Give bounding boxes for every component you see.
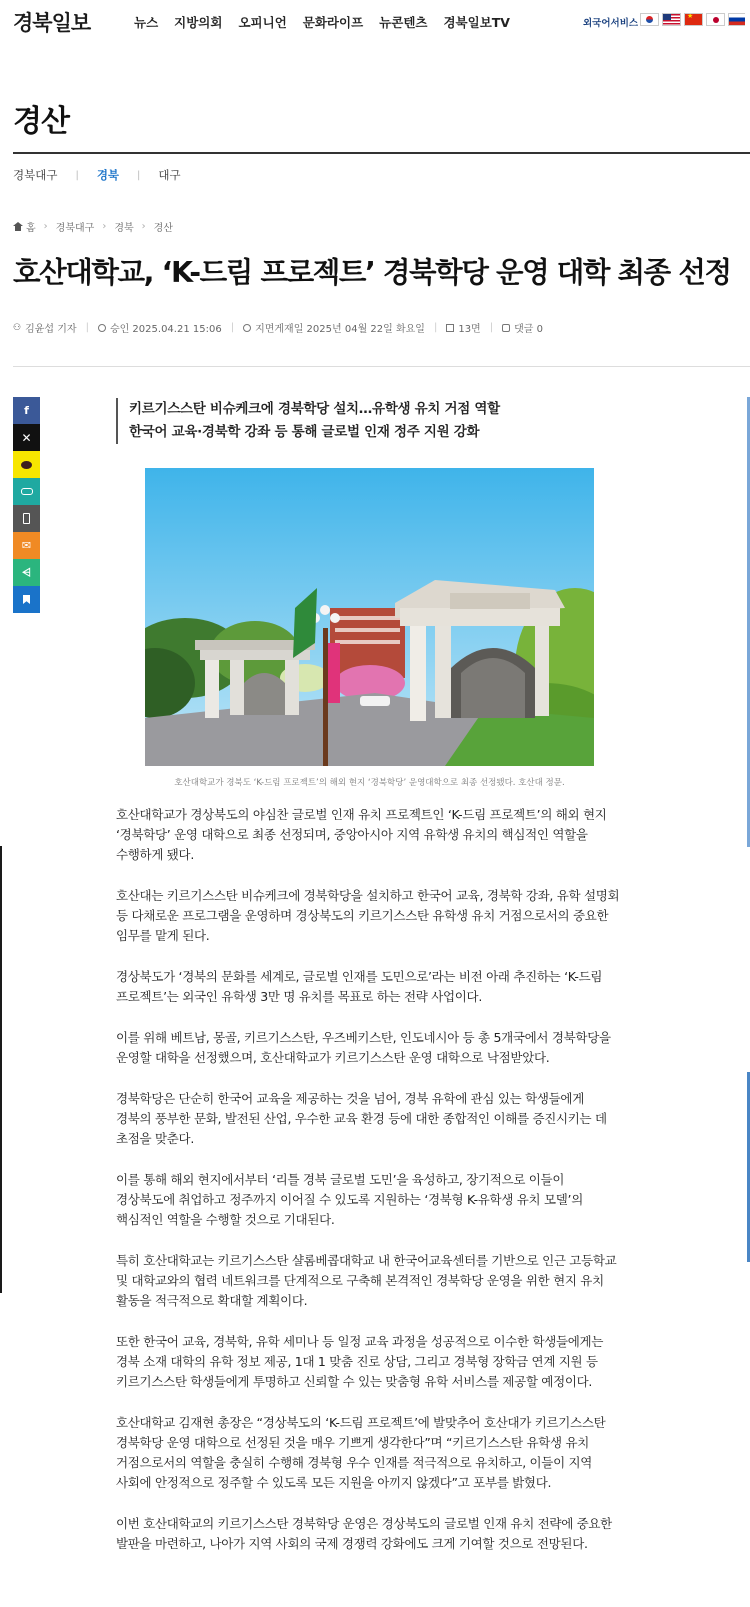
article-photo[interactable] [145, 468, 594, 766]
main-nav [134, 13, 510, 31]
x-share-button[interactable] [13, 424, 40, 451]
article-paragraph: 호산대는 키르기스스탄 비슈케크에 경북학당을 설치하고 한국어 교육, 경북학 강좌, 유학 설명회 등 다채로운 프로그램을 운영하며 경상북도의 키르기스스탄 유학생 유치 거점으로서의 중요한 임무를 맡게 된다. [116, 888, 620, 943]
japan-flag-icon[interactable] [706, 13, 725, 26]
breadcrumb-item[interactable]: 경산 [153, 223, 173, 234]
breadcrumb-home[interactable] [13, 219, 36, 234]
site-logo[interactable]: 경북일보 [13, 11, 91, 35]
approved-time: 승인 2025.04.21 15:06 [109, 324, 222, 335]
breadcrumb-home-label: 홈 [26, 223, 36, 234]
article-paragraph: 호산대학교 김재현 총장은 “경상북도의 ‘K-드림 프로젝트’에 발맞추어 호산대가 키르기스스탄 경북학당 운영 대학으로 선정된 것을 매우 기쁘게 생각한다”며 “키르기스스탄 유학생 유치 거점으로서의 역할을 충실히 수행해 경북형 우수 인재를 적극적으로 유치하고, 이들이 지역 사회에 안정적으로 정주할 수 있도록 모든 지원을 아끼지 않겠다”고 포부를 밝혔다. [116, 1415, 606, 1490]
site-header [0, 0, 750, 44]
article-paragraph: 이를 통해 해외 현지에서부터 ‘리틀 경북 글로벌 도민’을 육성하고, 장기적으로 이들이 경상북도에 취업하고 정주까지 이어질 수 있도록 지원하는 ‘경북형 K-유학생 유치 모델’의 핵심적인 역할을 수행할 것으로 기대된다. [116, 1172, 584, 1227]
meta-comments[interactable] [502, 320, 543, 335]
nav-item-opinion[interactable]: 오피니언 [238, 15, 287, 30]
nav-item-new-contents[interactable]: 뉴콘텐츠 [379, 15, 428, 30]
breadcrumb-item[interactable]: 경북 [114, 223, 134, 234]
meta-reporter[interactable] [13, 320, 77, 335]
article-headline: 호산대학교, ‘K-드림 프로젝트’ 경북학당 운영 대학 최종 선정 [13, 256, 731, 289]
korea-flag-icon[interactable] [640, 13, 659, 26]
nav-item-council[interactable]: 지방의회 [174, 15, 223, 30]
speech-bubble-icon [21, 461, 32, 469]
photo-caption: 호산대학교가 경북도 ‘K-드림 프로젝트’의 해외 현지 ‘경북학당’ 운영대학으로 최종 선정됐다. 호산대 정문. [174, 778, 565, 788]
print-date: 지면게재일 2025년 04월 22일 화요일 [255, 324, 425, 335]
newspaper-icon [446, 324, 454, 332]
article-paragraph: 경북학당은 단순히 한국어 교육을 제공하는 것을 넘어, 경북 유학에 관심 있는 학생들에게 경북의 풍부한 문화, 발전된 산업, 우수한 교육 환경 등에 대한 종합적인 이해를 증진시키는 데 초점을 맞춘다. [116, 1091, 607, 1146]
copy-link-button[interactable] [13, 478, 40, 505]
article-paragraph: 호산대학교가 경상북도의 야심찬 글로벌 인재 유치 프로젝트인 ‘K-드림 프로젝트’의 해외 현지 ‘경북학당’ 운영 대학으로 최종 선정되며, 중앙아시아 지역 유학생 유치의 핵심적인 역할을 수행하게 됐다. [116, 807, 607, 862]
section-subnav [13, 167, 181, 183]
subnav-item-gyeongbuk[interactable]: 경북 [96, 168, 120, 182]
home-icon [13, 222, 23, 231]
meta-divider [13, 366, 750, 367]
subnav-item-daegu[interactable]: 대구 [158, 168, 181, 182]
reporter-name: 김윤섭 기자 [25, 324, 77, 335]
left-ad-banner[interactable] [0, 846, 2, 1293]
kakaotalk-share-button[interactable] [13, 451, 40, 478]
facebook-icon: f [24, 404, 29, 417]
subnav-separator: | [137, 169, 141, 181]
subhead-line: 키르기스스탄 비슈케크에 경북학당 설치…유학생 유치 거점 역할 [129, 401, 500, 417]
person-icon: ⚇ [13, 322, 22, 333]
x-icon: ✕ [21, 430, 32, 445]
nav-item-tv[interactable]: 경북일보TV [443, 15, 510, 30]
link-icon [21, 488, 33, 495]
nav-item-news[interactable]: 뉴스 [134, 15, 159, 30]
comment-count: 댓글 0 [514, 324, 543, 335]
subnav-separator: | [75, 169, 79, 181]
china-flag-icon[interactable] [684, 13, 703, 26]
nav-item-culture[interactable]: 문화라이프 [302, 15, 364, 30]
section-title: 경산 [13, 104, 69, 139]
breadcrumb-item[interactable]: 경북대구 [55, 223, 95, 234]
article-paragraph: 특히 호산대학교는 키르기스스탄 샬롬베콥대학교 내 한국어교육센터를 기반으로 인근 고등학교 및 대학교와의 협력 네트워크를 단계적으로 구축해 본격적인 경북학당 운영을 위한 현지 유치 활동을 적극적으로 확대할 계획이다. [116, 1253, 617, 1308]
foreign-language-service[interactable]: 외국어서비스 [583, 18, 639, 29]
email-share-button[interactable] [13, 532, 40, 559]
language-flags [640, 13, 745, 26]
bookmark-icon [23, 595, 30, 604]
share-icon: ⩤ [22, 565, 31, 579]
phone-icon [23, 513, 30, 524]
usa-flag-icon[interactable] [662, 13, 681, 26]
article-paragraph: 이를 위해 베트남, 몽골, 키르기스스탄, 우즈베키스탄, 인도네시아 등 총 5개국에서 경북학당을 운영할 대학을 선정했으며, 호산대학교가 키르기스스탄 운영 대학으로 낙점받았다. [116, 1030, 611, 1065]
clock-icon [243, 324, 251, 332]
section-divider [13, 152, 750, 154]
page-number: 13면 [458, 324, 481, 335]
share-button[interactable] [13, 559, 40, 586]
chevron-right-icon: › [102, 221, 107, 232]
meta-page [446, 320, 480, 335]
share-sidebar [13, 397, 40, 613]
article-subheads [116, 398, 500, 444]
article-body [116, 805, 620, 1575]
meta-approved [98, 320, 222, 335]
envelope-icon: ✉ [21, 539, 32, 552]
comment-icon [502, 324, 510, 332]
facebook-share-button[interactable] [13, 397, 40, 424]
article-paragraph: 경상북도가 ‘경북의 문화를 세계로, 글로벌 인재를 도민으로’라는 비전 아래 추진하는 ‘K-드림 프로젝트’는 외국인 유학생 3만 명 유치를 목표로 하는 전략 사업이다. [116, 969, 603, 1004]
subnav-item-gyeongbuk-daegu[interactable]: 경북대구 [13, 168, 58, 182]
bookmark-button[interactable] [13, 586, 40, 613]
chevron-right-icon: › [43, 221, 48, 232]
chevron-right-icon: › [141, 221, 146, 232]
article-paragraph: 또한 한국어 교육, 경북학, 유학 세미나 등 일정 교육 과정을 성공적으로 이수한 학생들에게는 경북 소재 대학의 유학 정보 제공, 1대 1 맞춤 진로 상담, 그리고 경북형 장학금 연계 지원 등 키르기스스탄 학생들에게 투명하고 신뢰할 수 있는 맞춤형 유학 서비스를 제공할 예정이다. [116, 1334, 604, 1389]
article-paragraph: 이번 호산대학교의 키르기스스탄 경북학당 운영은 경상북도의 글로벌 인재 유치 전략에 중요한 발판을 마련하고, 나아가 지역 사회의 국제 경쟁력 강화에도 크게 기여할 것으로 전망된다. [116, 1516, 612, 1551]
clock-icon [98, 324, 106, 332]
breadcrumb [13, 219, 173, 234]
meta-print-date [243, 320, 425, 335]
subhead-line: 한국어 교육·경북학 강좌 등 통해 글로벌 인재 정주 지원 강화 [129, 424, 480, 440]
russia-flag-icon[interactable] [728, 13, 745, 26]
print-button[interactable] [13, 505, 40, 532]
article-meta: ⚇ 김윤섭 기자 | 승인 2025.04.21 15:06 | 지면게재일 2025년 04월 22일 화요일 | 13면 | 댓글 0 [13, 322, 543, 335]
